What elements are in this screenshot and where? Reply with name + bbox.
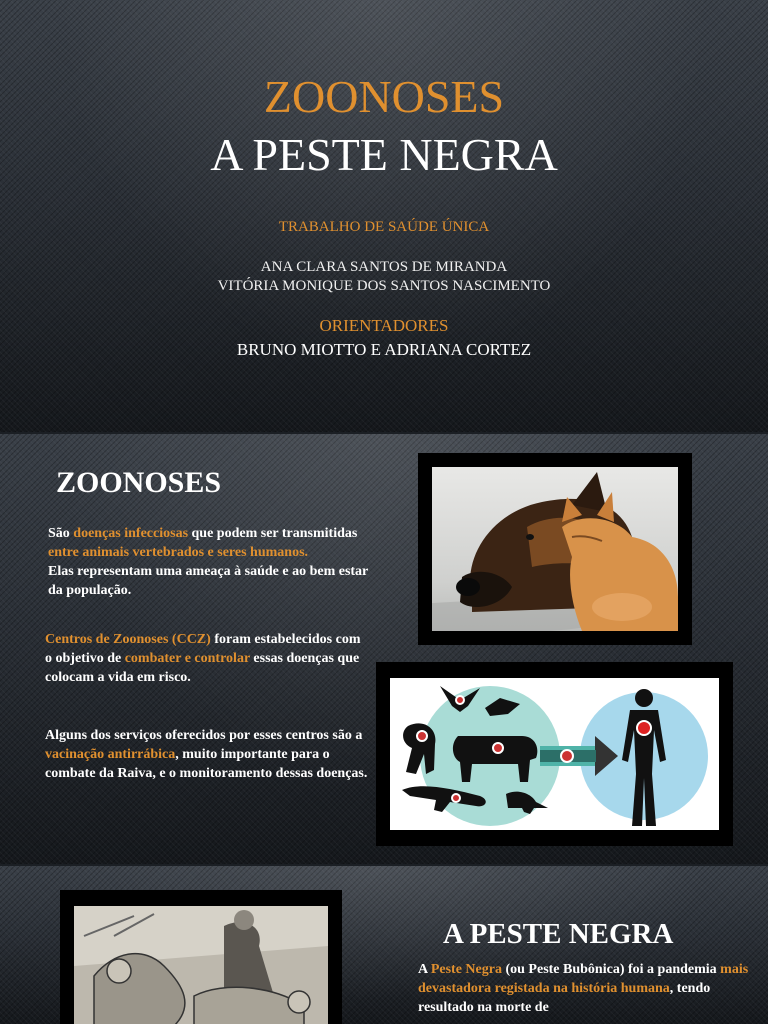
peste-negra-heading: A PESTE NEGRA [443, 918, 674, 950]
subtitle: TRABALHO DE SAÚDE ÚNICA [278, 219, 490, 235]
authors [0, 258, 768, 296]
peste-negra-slide [0, 866, 768, 1024]
author-2: VITÓRIA MONIQUE DOS SANTOS NASCIMENTO [217, 278, 551, 294]
author-1: ANA CLARA SANTOS DE MIRANDA [260, 259, 508, 275]
plague-illustration [60, 890, 342, 1024]
dog-cat-photo [418, 453, 692, 645]
title-slide [0, 0, 768, 432]
title-peste-negra: A PESTE NEGRA [210, 129, 558, 180]
advisors-names: BRUNO MIOTTO E ADRIANA CORTEZ [236, 340, 532, 359]
zoonoses-paragraph-1: São doenças infecciosas que podem ser transmitidas entre animais vertebrados e seres humanos. Elas representam uma ameaça à saúde e ao bem estar da população. [48, 526, 369, 598]
services-paragraph: Alguns dos serviços oferecidos por esses centros são a vacinação antirrábica, muito importante para o combate da Raiva, e o monitoramento dessas doenças. [45, 728, 368, 781]
zoonosis-transmission-diagram [376, 662, 733, 846]
zoonoses-heading: ZOONOSES [56, 466, 222, 499]
peste-negra-paragraph: A Peste Negra (ou Peste Bubônica) foi a pandemia mais devastadora registada na história humana, tendo resultado na morte de [418, 962, 749, 1015]
title-zoonoses: ZOONOSES [263, 71, 505, 122]
zoonoses-slide [0, 434, 768, 864]
ccz-paragraph: Centros de Zoonoses (CCZ) foram estabelecidos com o objetivo de combater e controlar essas doenças que colocam a vida em risco. [45, 632, 361, 685]
advisors-label: ORIENTADORES [319, 316, 449, 335]
